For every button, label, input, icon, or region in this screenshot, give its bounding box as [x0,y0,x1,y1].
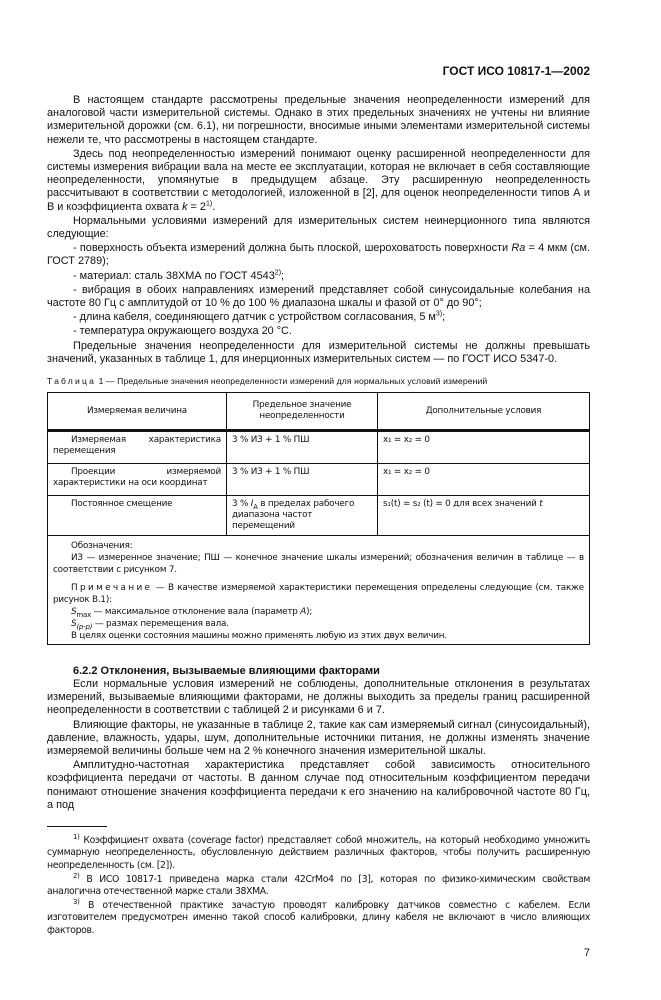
subscript: (p-p) [76,622,93,631]
symbol-ra: Ra [511,242,526,255]
paragraph: Предельные значения неопределенности для измерительной системы не должны превышать значений, указанных в таблице 1, для инерционных измерительных систем — по ГОСТ ИСО 5347-0. [47,339,590,365]
document-id-header: ГОСТ ИСО 10817-1—2002 [442,64,590,78]
paragraph: Влияющие факторы, не указанные в таблице 2, такие как сам измеряемый сигнал (синусоидальный), давление, влажность, удары, шум, дополнительные источники питания, не должны изменять значение измеряемой величины больше чем на 2 % конечного значения измерительной шкалы. [47,718,590,758]
footnote-text: В ИСО 10817-1 приведена марка стали 42CrMo4 по [3], которая по физико-химическим свойствам аналогична отечественной марке стали 38ХМА. [47,873,590,897]
list-item [47,311,590,324]
paragraph: Если нормальные условия измерений не соблюдены, дополнительные отклонения в результатах измерений, вызываемые влияющими факторами, не должны выходить за пределы границ расширенной неопределенности в соответствии с таблицей 2 и рисунками 6 и 7. [47,678,590,717]
paragraph: Нормальными условиями измерений для измерительных систем неинерционного типа являются следующие: [47,214,590,241]
table-notes [48,536,590,645]
symbol-t: t [539,499,543,510]
cell-quantity: Проекции измеряемой характеристики на оси координат [48,464,227,496]
caption-text: — Предельные значения неопределенности измерений для нормальных условий измерений [103,376,488,387]
symbol-k: k [182,200,188,213]
footnote-ref[interactable]: 1) [205,200,213,207]
footnote [47,835,590,872]
note-final: В целях оценки состояния машины можно применять любую из этих двух величин. [71,631,447,642]
notes-legend: ИЗ — измеренное значение; ПШ — конечное значение шкалы измерений; обозначения величин в таблице — в соответствии с рисунком 7. [53,553,584,576]
page-number: 7 [583,946,590,959]
text: ; [442,311,446,324]
text: = 4 мкм (см. ГОСТ 2789); [47,242,590,268]
table-1 [47,392,590,645]
footnote-text: Коэффициент охвата (coverage factor) представляет собой множитель, на который необходимо умножить суммарную неопределенность, обусловленную действием различных факторов, чтобы получить расширенную неопределенность (см. [2]). [47,835,590,871]
table-row [48,464,590,496]
intro-text [47,94,590,366]
list-item [47,270,590,283]
table-caption [47,376,590,387]
symbol-i: I [250,499,254,510]
subscript: A [253,502,258,511]
footnote [47,900,590,937]
text: Здесь под неопределенностью измерений понимают оценку расширенной неопределенности для системы измерения вибрации вала на месте ее эксплуатации, которая не включает в себя составляющие неопределенности, упомянутые в предыдущем абзаце. Эту расширенную неопределенность рассчитывают в соответствии с методологией, изложенной в [2], для оценок неопределенности типов А и В и коэффициента охвата [47,147,590,213]
footnote-mark: 2) [73,871,80,880]
text: — размах перемещения вала. [92,619,229,630]
table-notes-row [48,536,590,645]
section-6-2-2 [47,665,590,812]
footnote-ref[interactable]: 2) [274,269,282,277]
cell-condition: x₁ = x₂ = 0 [378,431,590,464]
symbol-s: S [71,607,77,618]
text: в пределах рабочего диапазона частот перемещений [232,499,355,532]
cell-condition: x₁ = x₂ = 0 [378,464,590,496]
paragraph: Амплитудно-частотная характеристика представляет собой зависимость относительного коэффициента передачи от частоты. В данном случае под относительным коэффициентом передачи понимают отношение значения коэффициента передачи к его значению на калибровочной частоте 80 Гц, а под [47,759,590,811]
note-spp [53,618,584,630]
cell-limit: 3 % ИЗ + 1 % ПШ [227,464,378,496]
list-item: - вибрация в обоих направлениях измерений представляет собой синусоидальные колебания на частоте 80 Гц с амплитудой от 10 % до 100 % диапазона шкалы и фазой от 0° до 90°; [47,283,590,310]
footnote [47,871,590,898]
column-header: Измеряемая величина [48,393,227,431]
section-heading: 6.2.2 Отклонения, вызываемые влияющими факторами [73,665,380,678]
text: . [212,200,216,213]
note-label: Примечание [71,583,153,594]
cell-quantity: Измеряемая характеристика перемещения [48,431,227,464]
notes-title: Обозначения: [71,541,133,552]
symbol-a: A [300,607,307,618]
text: — В качестве измеряемой характеристики перемещения определены следующие (см. также рисунок В.1): [53,583,584,606]
subscript: max [76,610,92,619]
footnote-ref[interactable]: 3) [435,310,443,318]
paragraph: В настоящем стандарте рассмотрены предельные значения неопределенности измерений для аналоговой части измерительной системы. Однако в этих предельных значениях не учтены ни влияние измерительной дорожки (см. 6.1), ни погрешности, вносимые иными элементами измерительной системы нежели те, что рассмотрены в настоящем стандарте. [47,94,590,146]
text: 3 % [232,499,251,510]
footnote-text: В отечественной практике зачастую проводят калибровку датчиков совместно с кабелем. Если изготовителем предусмотрен именно такой способ калибровки, длину кабеля не включают в число влияющих факторов. [47,900,590,936]
list-item [47,242,590,268]
table-row [48,431,590,464]
paragraph [47,148,590,214]
table-header-row [48,393,590,431]
column-header: Дополнительные условия [378,393,590,431]
cell-quantity: Постоянное смещение [48,496,227,536]
table-row [48,496,590,536]
symbol-s: S [71,619,77,630]
text: s₁(t) = s₂ (t) = 0 для всех значений [383,499,540,510]
text: - поверхность объекта измерений должна быть плоской, шероховатость поверхности [73,242,512,255]
list-item: - температура окружающего воздуха 20 °С. [73,325,292,338]
text: — максимальное отклонение вала (параметр [91,607,301,618]
text: - длина кабеля, соединяющего датчик с устройством согласования, 5 м [73,311,436,324]
note [53,582,584,606]
footnote-mark: 3) [73,898,80,907]
footnote-mark: 1) [73,833,80,841]
text: ); [306,607,313,618]
caption-number: 1 [98,376,104,387]
footnotes [47,835,590,937]
column-header: Предельное значение неопределенности [227,393,378,431]
footnote-divider [47,826,107,827]
note-smax [53,606,584,618]
text: ; [281,269,285,282]
text: = 2 [187,200,206,213]
cell-limit [227,496,378,536]
text: - материал: сталь 38ХМА по ГОСТ 4543 [73,269,275,282]
caption-label: Таблица [47,376,97,387]
cell-limit: 3 % ИЗ + 1 % ПШ [227,431,378,464]
cell-condition [378,496,590,536]
